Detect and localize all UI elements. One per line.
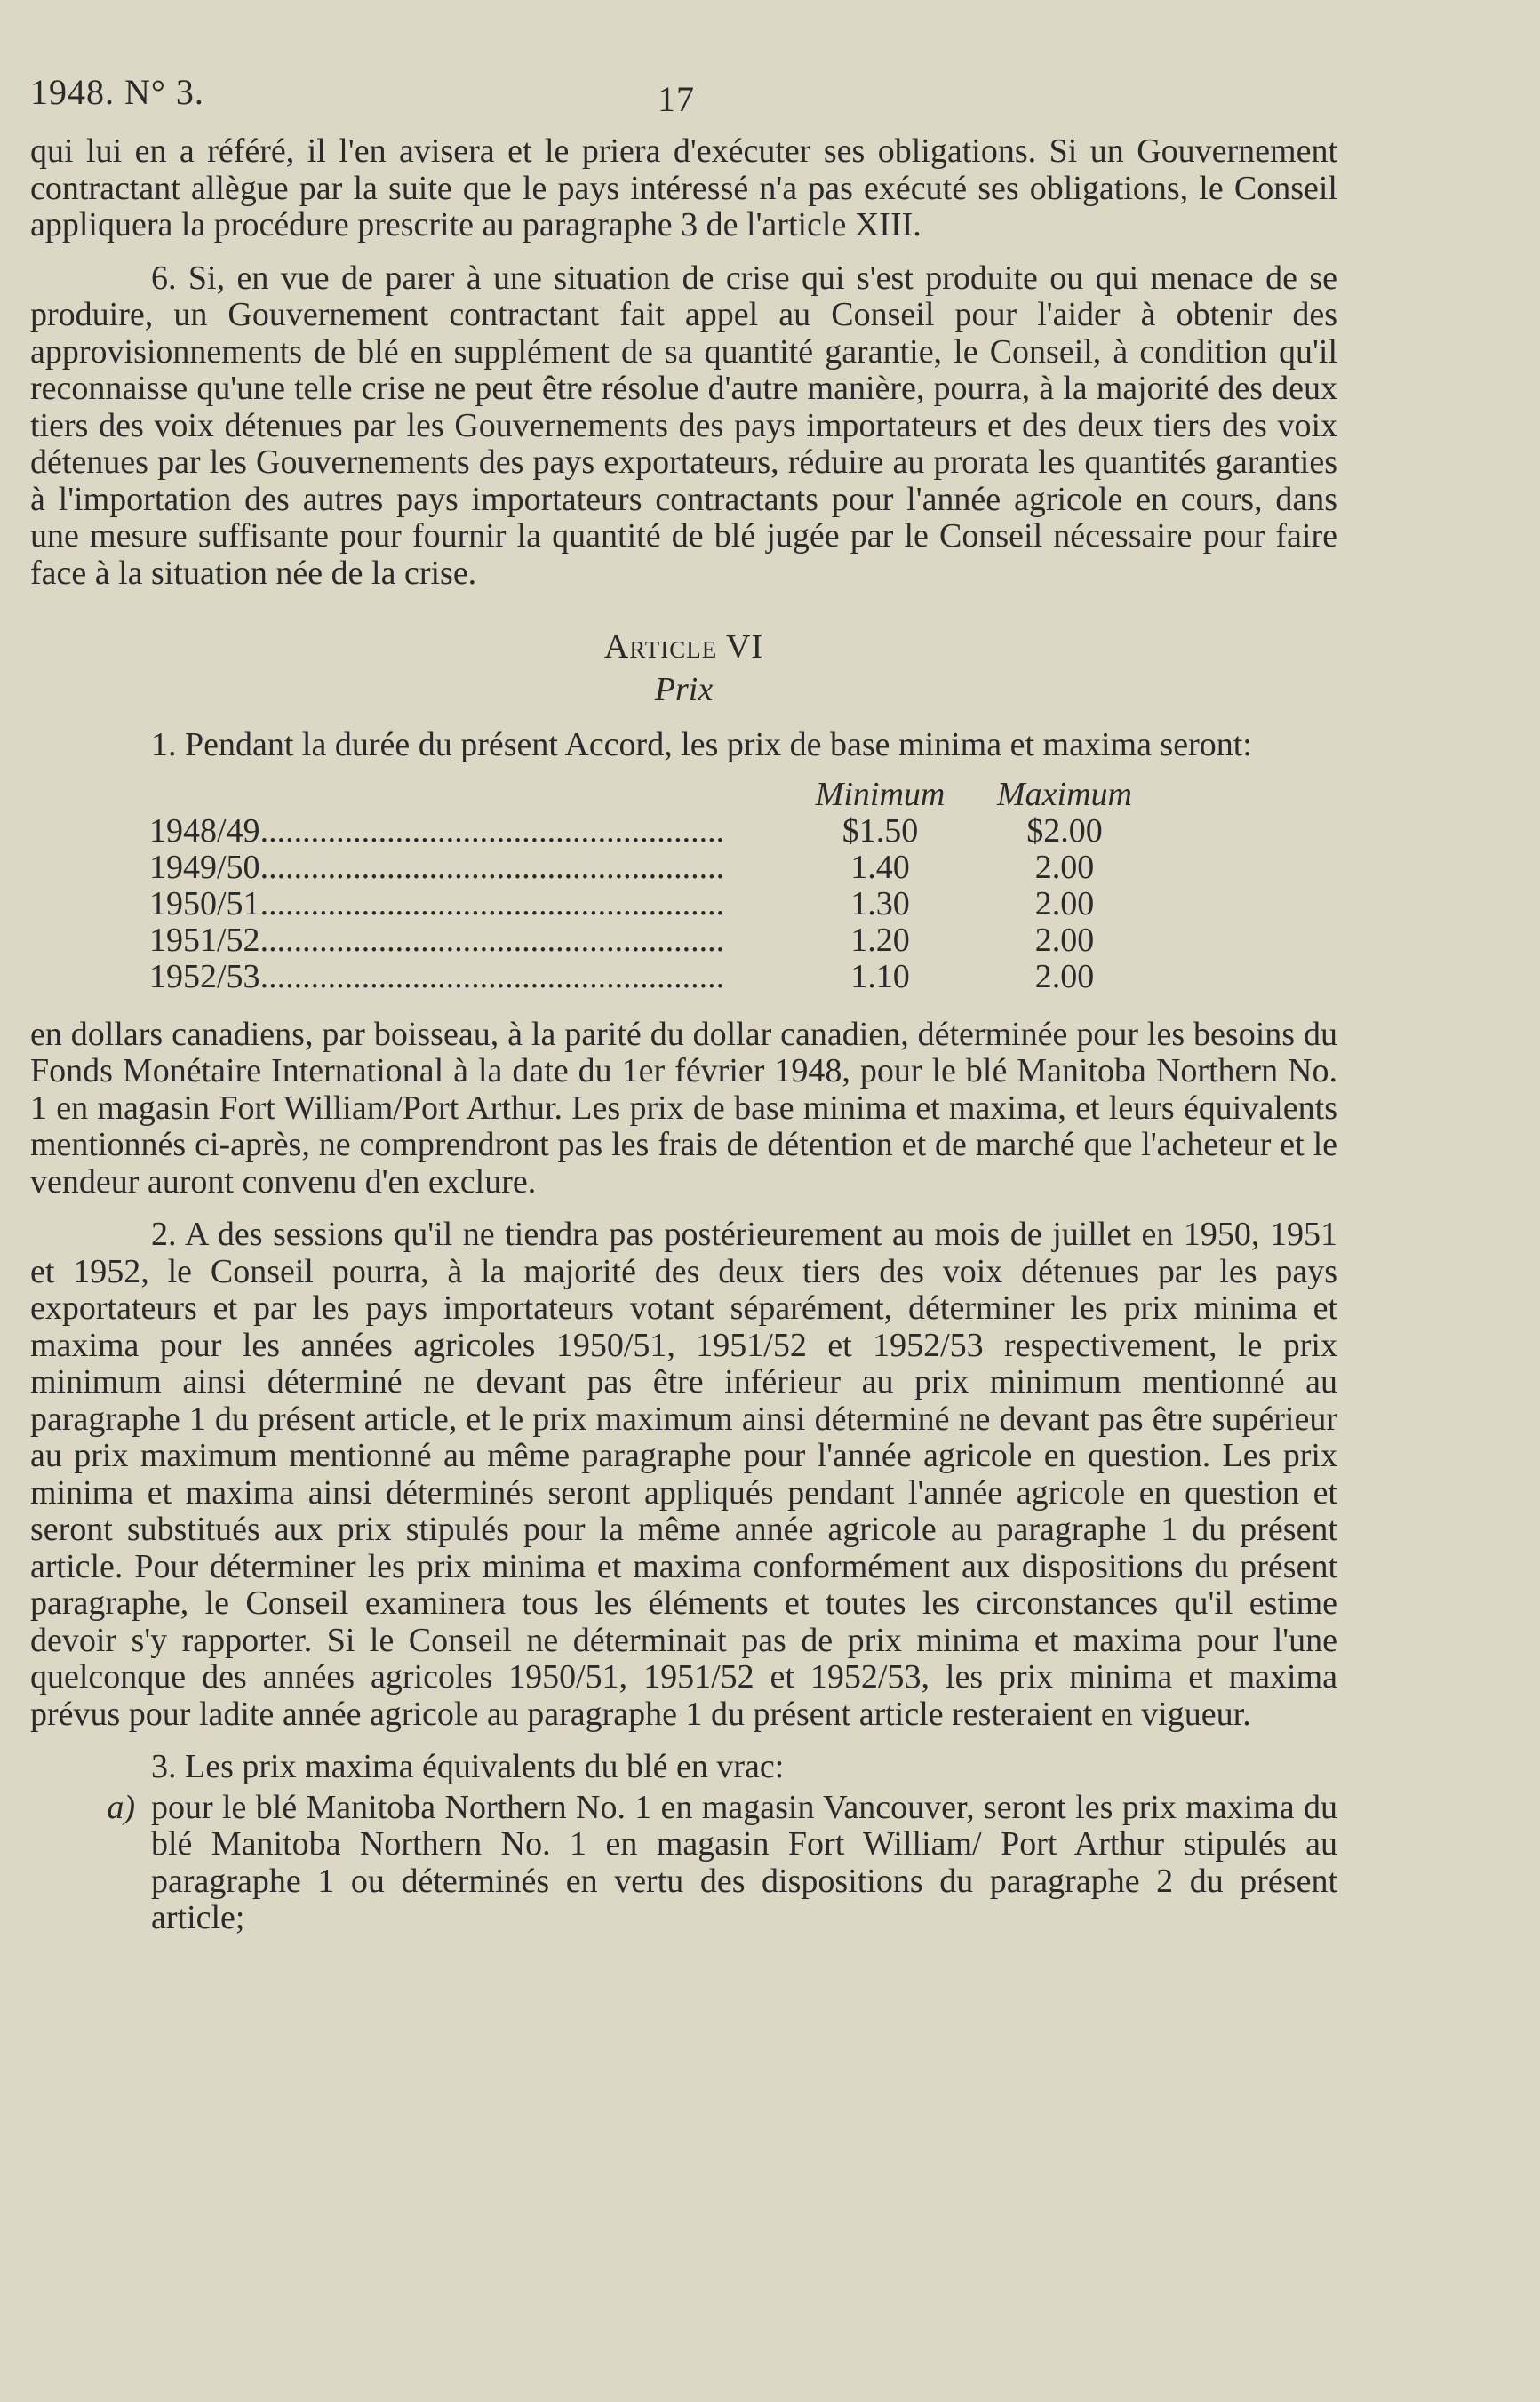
price-table-header xyxy=(149,777,1162,813)
crop-year: 1949/50 xyxy=(149,849,260,886)
minimum-price: 1.30 xyxy=(850,884,910,922)
list-item-text: pour le blé Manitoba Northern No. 1 en magasin Vancouver, seront les prix maxima du blé Manitoba Northern No. 1 en magasin Fort William/ Port Arthur stipulés au paragraphe 1 ou déterminés en vertu des dispositions du paragraphe 2 du présent article; xyxy=(151,1788,1337,1936)
crop-year: 1952/53 xyxy=(149,958,260,995)
paragraph-6: 6. Si, en vue de parer à une situation de crise qui s'est produite ou qui menace de se produire, un Gouvernement contractant fait appel au Conseil pour l'aider à obtenir des approvisionnements de blé en supplément de sa quantité garantie, le Conseil, à condition qu'il reconnaisse qu'une telle crise ne peut être résolue d'autre manière, pourra, à la majorité des deux tiers des voix détenues par les Gouvernements des pays importateurs et des deux tiers des voix détenues par les Gouvernements des pays exportateurs, réduire au prorata les quantités garanties à l'importation des autres pays importateurs contractants pour l'année agricole en cours, dans une mesure suffisante pour fournir la quantité de blé jugée par le Conseil nécessaire pour faire face à la situation née de la crise. xyxy=(30,259,1337,592)
column-header-minimum: Minimum xyxy=(815,775,946,813)
minimum-price: 1.20 xyxy=(850,921,910,959)
page-header xyxy=(30,71,1337,133)
minimum-price: 1.10 xyxy=(850,957,910,995)
paragraph-2: 2. A des sessions qu'il ne tiendra pas postérieurement au mois de juillet en 1950, 1951 et 1952, le Conseil pourra, à la majorité des deux tiers des voix détenues par les pays exportateurs et par les pays importateurs votant séparément, déterminer les prix minima et maxima pour les années agricoles 1950/51, 1951/52 et 1952/53 respectivement, le prix minimum ainsi déterminé ne devant pas être inférieur au prix minimum mentionné au paragraphe 1 du présent article, et le prix maximum ainsi déterminé ne devant pas être supérieur au prix maximum mentionné au même paragraphe pour l'année agricole en question. Les prix minima et maxima ainsi déterminés seront appliqués pendant l'année agricole en question et seront substitués aux prix stipulés pour la même année agricole au paragraphe 1 du présent article. Pour déterminer les prix minima et maxima conformément aux dispositions du présent paragraphe, le Conseil examinera tous les éléments et toutes les circonstances qu'il estime devoir s'y rapporter. Si le Conseil ne déterminait pas de prix minima et maxima pour l'une quelconque des années agricoles 1950/51, 1951/52 et 1952/53, les prix minima et maxima prévus pour ladite année agricole au paragraphe 1 du présent article resteraient en vigueur. xyxy=(30,1216,1337,1733)
page-number: 17 xyxy=(658,79,695,119)
list-item-a xyxy=(30,1790,1337,1937)
article-heading: Article VI xyxy=(603,628,764,666)
table-row xyxy=(149,850,1162,886)
maximum-price: $2.00 xyxy=(1026,811,1103,850)
document-reference: 1948. N° 3. xyxy=(30,72,204,112)
crop-year: 1948/49 xyxy=(149,812,260,850)
paragraph-1-continued: en dollars canadiens, par boisseau, à la parité du dollar canadien, déterminée pour les besoins du Fonds Monétaire International à la date du 1er février 1948, pour le blé Manitoba Northern No. 1 en magasin Fort William/Port Arthur. Les prix de base minima et maxima, et leurs équivalents mentionnés ci-après, ne comprendront pas les frais de détention et de marché que l'acheteur et le vendeur auront convenu d'en exclure. xyxy=(30,1015,1337,1201)
table-row xyxy=(149,922,1162,959)
crop-year: 1951/52 xyxy=(149,922,260,959)
minimum-price: $1.50 xyxy=(842,811,919,850)
table-row xyxy=(149,959,1162,995)
paragraph-continued: qui lui en a référé, il l'en avisera et le priera d'exécuter ses obligations. Si un Gouvernement contractant allègue par la suite que le pays intéressé n'a pas exécuté ses obligations, le Conseil appliquera la procédure prescrite au paragraphe 3 de l'article XIII. xyxy=(30,132,1337,243)
table-row xyxy=(149,813,1162,850)
column-header-maximum: Maximum xyxy=(997,775,1132,813)
paragraph-1-intro: 1. Pendant la durée du présent Accord, les prix de base minima et maxima seront: xyxy=(151,726,1252,763)
maximum-price: 2.00 xyxy=(1034,921,1095,959)
paragraph-3-intro: 3. Les prix maxima équivalents du blé en vrac: xyxy=(151,1748,785,1785)
list-item-label: a) xyxy=(107,1788,135,1826)
table-row xyxy=(149,886,1162,922)
article-subheading: Prix xyxy=(654,671,714,708)
minimum-price: 1.40 xyxy=(850,848,910,886)
maximum-price: 2.00 xyxy=(1034,884,1095,922)
price-table xyxy=(149,777,1162,995)
maximum-price: 2.00 xyxy=(1034,957,1095,995)
maximum-price: 2.00 xyxy=(1034,848,1095,886)
crop-year: 1950/51 xyxy=(149,885,260,922)
